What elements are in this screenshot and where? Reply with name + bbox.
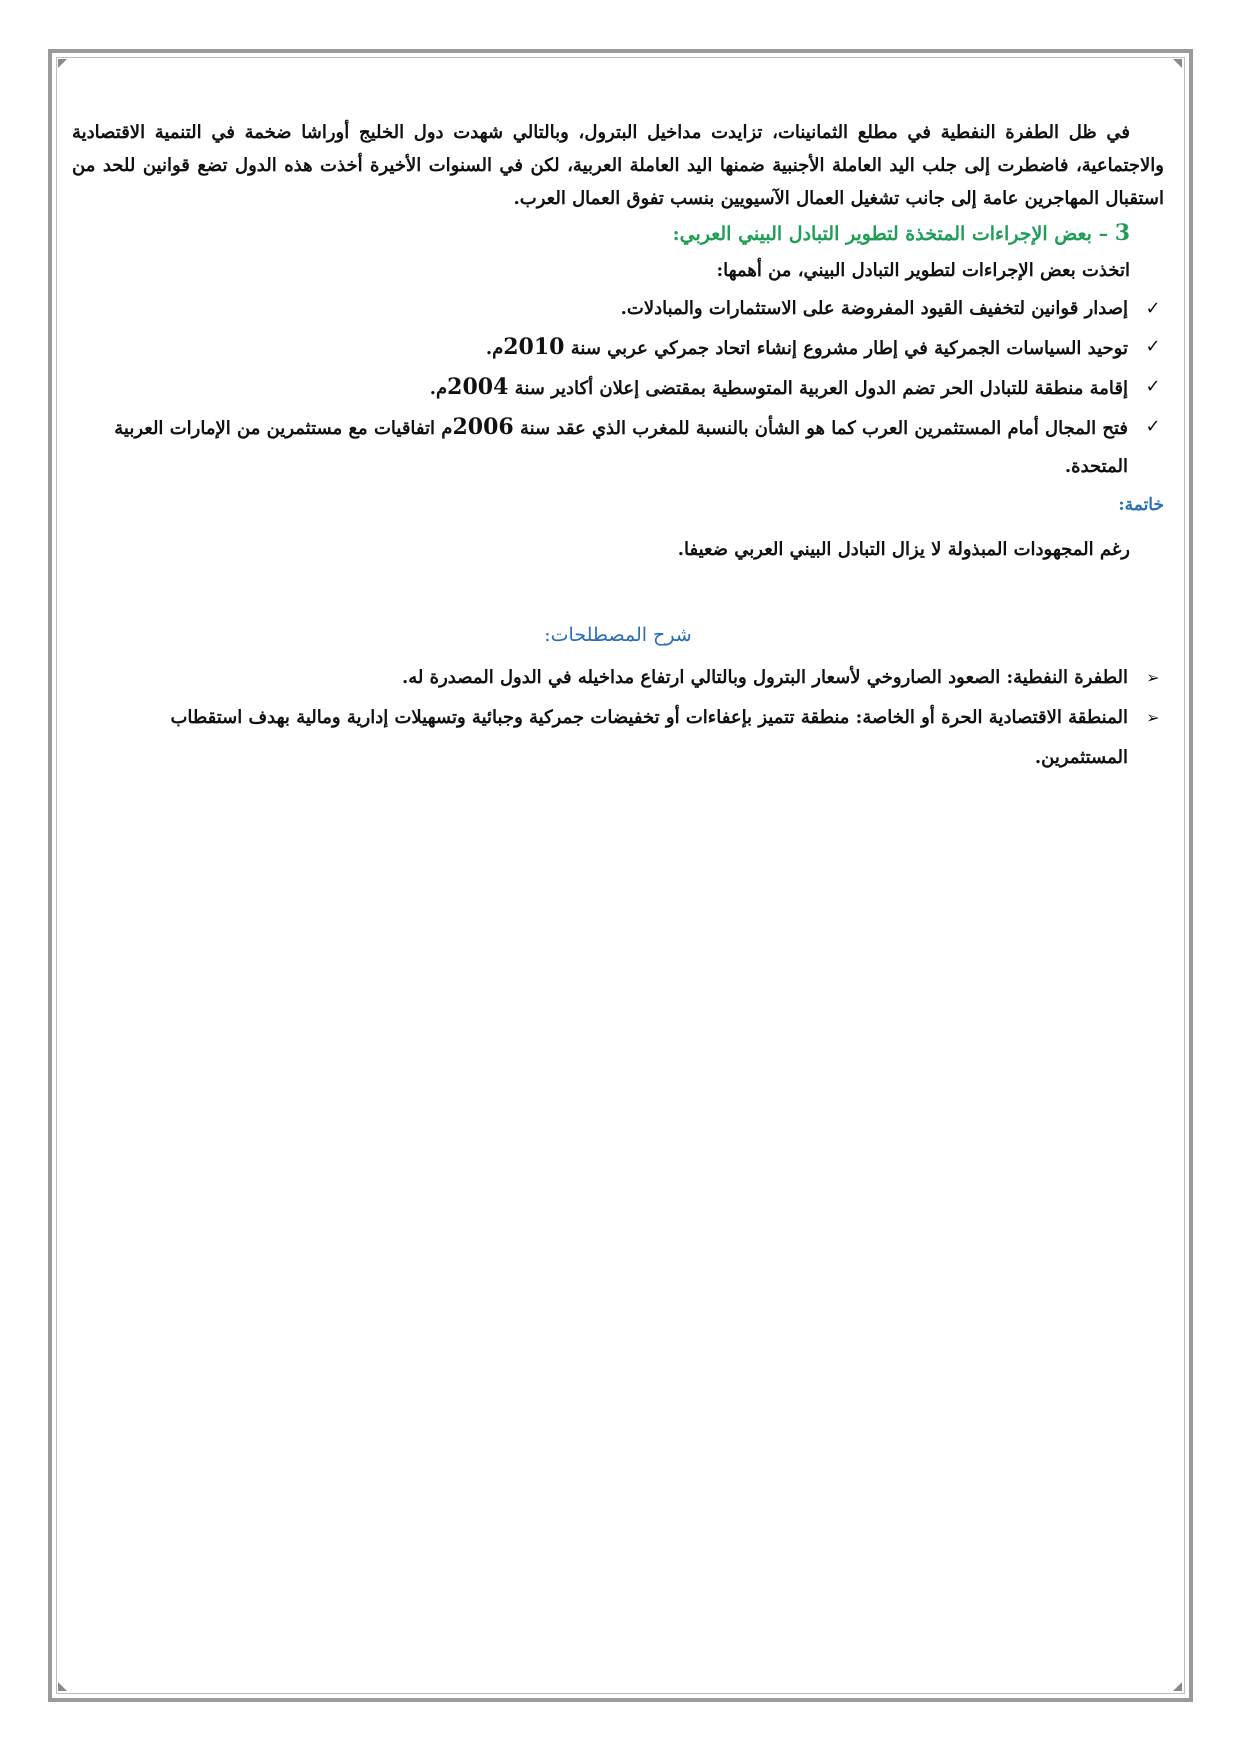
year-value: 2006 [452,414,514,440]
check-mark-icon: ✓ [1145,336,1161,357]
glossary-list [72,658,1164,778]
list-item [72,368,1164,408]
glossary-item [72,698,1164,778]
list-item-suffix: م اتفاقيات مع مستثمرين من الإمارات العربية المتحدة. [114,418,1128,477]
list-item-text: فتح المجال أمام المستثمرين العرب كما هو الشأن بالنسبة للمغرب الذي عقد سنة [513,418,1128,439]
list-item [72,328,1164,368]
corner-ornament-bottom-right [1173,1682,1182,1691]
corner-ornament-top-left [58,59,67,68]
measures-list [72,290,1164,486]
conclusion-text: رغم المجهودات المبذولة لا يزال التبادل البيني العربي ضعيفا. [677,539,1130,560]
check-mark-icon: ✓ [1145,416,1161,437]
corner-ornament-top-right [1173,59,1182,68]
document-body [72,116,1164,778]
section-3-title: – بعض الإجراءات المتخذة لتطوير التبادل البيني العربي: [672,223,1115,245]
check-mark-icon: ✓ [1145,376,1161,397]
section-3-number: 3 [1114,220,1130,246]
glossary-item [72,658,1164,698]
year-value: 2004 [447,374,509,400]
arrow-bullet-icon: ➢ [1146,668,1160,687]
year-value: 2010 [503,334,565,360]
glossary-item-text: المنطقة الاقتصادية الحرة أو الخاصة: منطقة تتميز بإعفاءات أو تخفيضات جمركية وجبائية وتسهيلات إدارية ومالية بهدف استقطاب المستثمرين. [170,707,1128,768]
list-item-text: إصدار قوانين لتخفيف القيود المفروضة على الاستثمارات والمبادلات. [620,298,1128,319]
list-item [72,290,1164,328]
corner-ornament-bottom-left [58,1682,67,1691]
section-3-intro: اتخذت بعض الإجراءات لتطوير التبادل البيني، من أهمها: [716,260,1130,281]
glossary-heading: شرح المصطلحات: [544,624,692,646]
check-mark-icon: ✓ [1145,298,1161,319]
arrow-bullet-icon: ➢ [1146,708,1160,727]
intro-paragraph: في ظل الطفرة النفطية في مطلع الثمانينات، تزايدت مداخيل البترول، وبالتالي شهدت دول الخليج أوراشا ضخمة في التنمية الاقتصادية والاجتماعية، فاضطرت إلى جلب اليد العاملة الأجنبية ضمنها اليد العاملة العربية، لكن في السنوات الأخيرة أخذت هذه الدول تضع قوانين للحد من استقبال المهاجرين عامة إلى جانب تشغيل العمال الآسيويين بنسب تفوق العمال العرب. [72,122,1164,209]
conclusion-heading: خاتمة: [1118,495,1164,515]
list-item-text: توحيد السياسات الجمركية في إطار مشروع إنشاء اتحاد جمركي عربي سنة [564,338,1128,359]
glossary-item-text: الطفرة النفطية: الصعود الصاروخي لأسعار البترول وبالتالي ارتفاع مداخيله في الدول المصدرة له. [401,667,1128,688]
list-item-suffix: م. [485,338,504,359]
list-item [72,408,1164,486]
section-3-heading [72,215,1164,252]
list-item-text: إقامة منطقة للتبادل الحر تضم الدول العربية المتوسطية بمقتضى إعلان أكادير سنة [508,378,1128,399]
list-item-suffix: م. [429,378,448,399]
